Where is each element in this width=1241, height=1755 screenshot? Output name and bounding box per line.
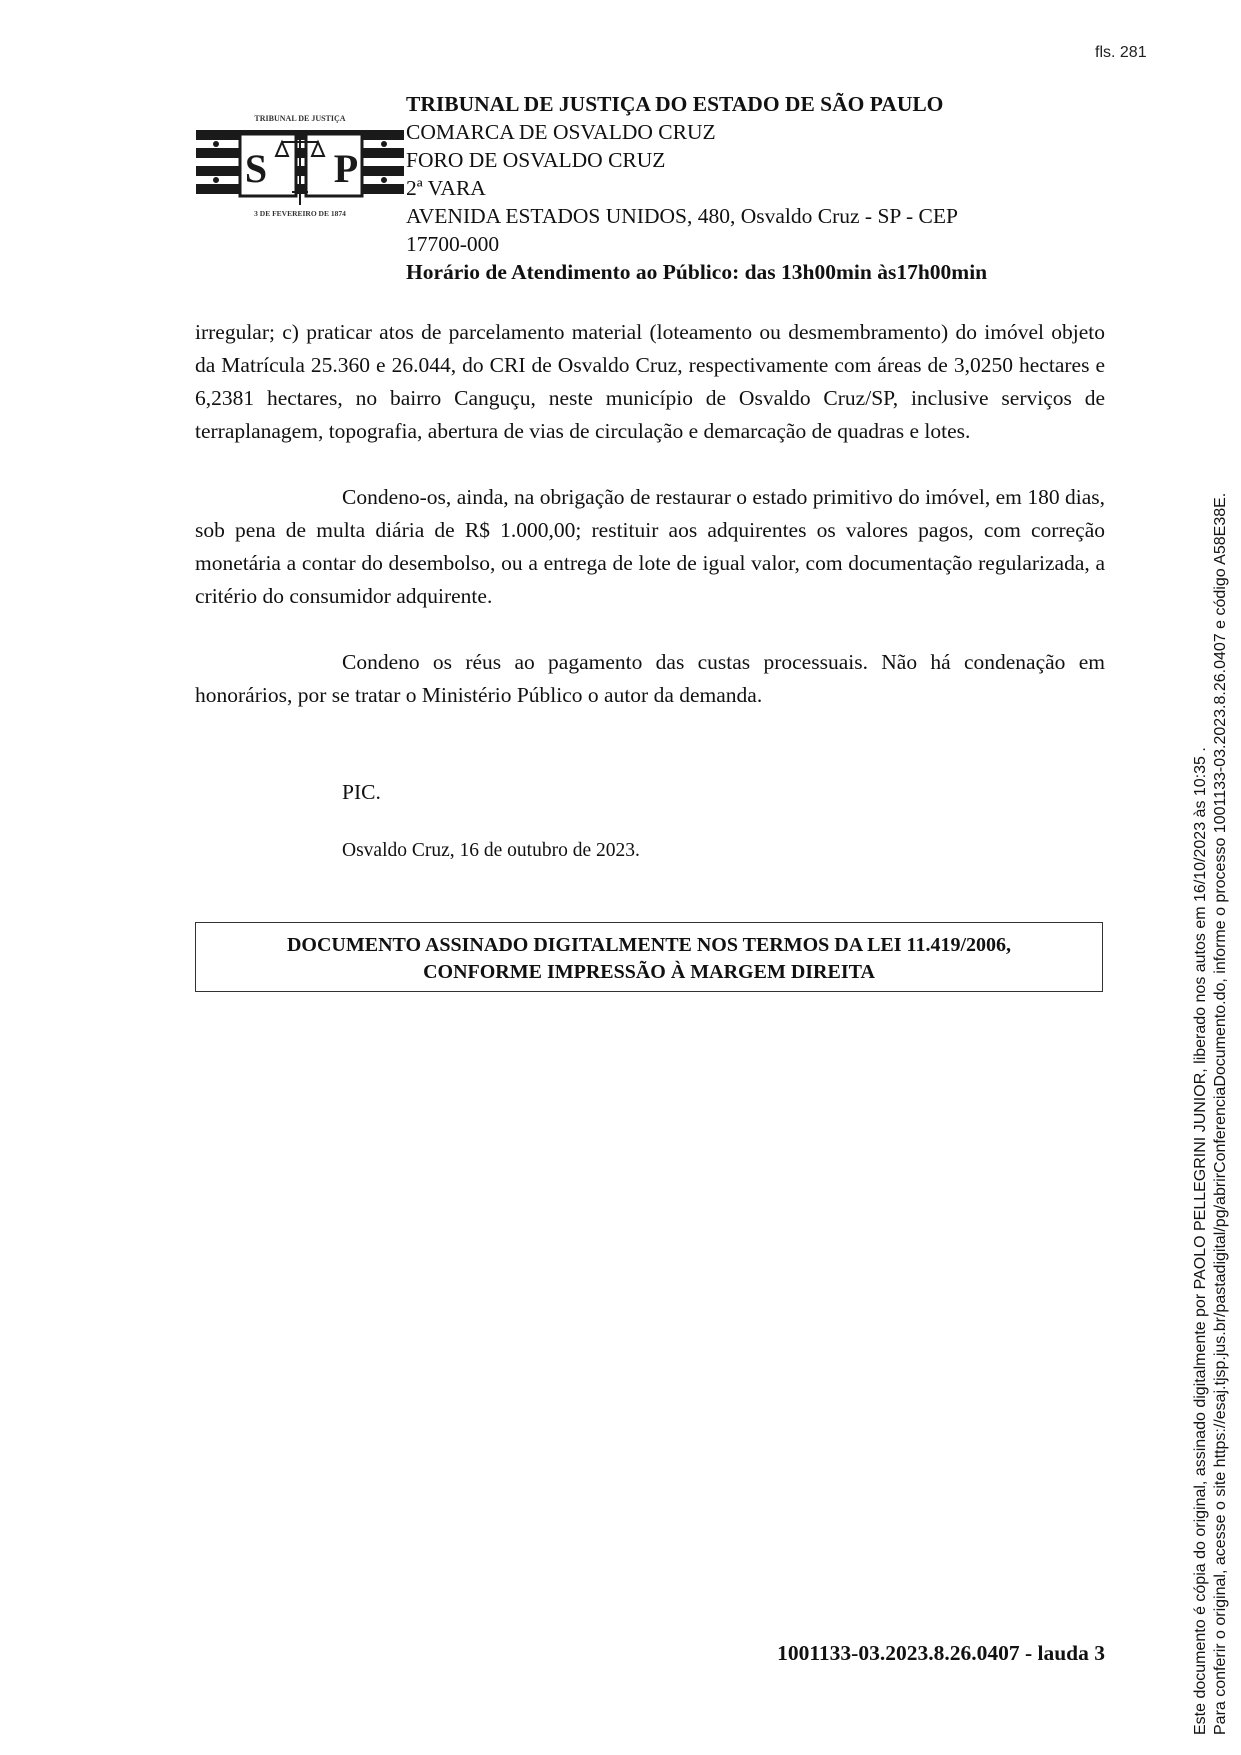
logo-letter-s: S xyxy=(244,146,268,191)
process-footer: 1001133-03.2023.8.26.0407 - lauda 3 xyxy=(777,1641,1105,1665)
paragraph-2: Condeno-os, ainda, na obrigação de restaurar o estado primitivo do imóvel, em 180 dias, sob pena de multa diária de R$ 1.000,00; restituir aos adquirentes os valores pagos, com correção monetária a contar do desembolso, ou a entrega de lote de igual valor, com documentação regularizada, a critério do consumidor adquirente. xyxy=(195,485,1105,608)
court-name: TRIBUNAL DE JUSTIÇA DO ESTADO DE SÃO PAULO xyxy=(406,92,944,116)
signature-line-1: DOCUMENTO ASSINADO DIGITALMENTE NOS TERMOS DA LEI 11.419/2006, xyxy=(286,934,1012,956)
logo-top-text: TRIBUNAL DE JUSTIÇA xyxy=(254,114,346,123)
side-note-line-2: Para conferir o original, acesse o site https://esaj.tjsp.jus.br/pastadigital/pg/abrirConferenciaDocumento.do, informe o processo 1001133-03.2023.8.26.0407 e código A58E38E. xyxy=(1212,492,1229,1735)
court-seal-logo xyxy=(196,80,404,230)
court-header xyxy=(406,90,1046,286)
logo-bottom-text: 3 DE FEVEREIRO DE 1874 xyxy=(254,209,346,218)
service-hours: Horário de Atendimento ao Público: das 13h00min às17h00min xyxy=(406,260,988,284)
logo-letter-p: P xyxy=(333,146,359,191)
paragraph-3: Condeno os réus ao pagamento das custas processuais. Não há condenação em honorários, por se tratar o Ministério Público o autor da demanda. xyxy=(195,650,1105,707)
address-line-2: 17700-000 xyxy=(406,232,500,256)
comarca: COMARCA DE OSVALDO CRUZ xyxy=(406,120,716,144)
paragraph-1: irregular; c) praticar atos de parcelamento material (loteamento ou desmembramento) do imóvel objeto da Matrícula 25.360 e 26.044, do CRI de Osvaldo Cruz, respectivamente com áreas de 3,0250 hectares e 6,2381 hectares, no bairro Canguçu, neste município de Osvaldo Cruz/SP, inclusive serviços de terraplanagem, topografia, abertura de vias de circulação e demarcação de quadras e lotes. xyxy=(195,320,1105,443)
document-body xyxy=(195,316,1105,745)
side-verification-note xyxy=(1191,275,1231,1735)
address-line-1: AVENIDA ESTADOS UNIDOS, 480, Osvaldo Cruz - SP - CEP xyxy=(406,204,958,228)
foro: FORO DE OSVALDO CRUZ xyxy=(406,148,666,172)
vara: 2ª VARA xyxy=(406,176,486,200)
page-number: fls. 281 xyxy=(1095,44,1147,61)
document-date: Osvaldo Cruz, 16 de outubro de 2023. xyxy=(342,840,640,861)
signature-line-2: CONFORME IMPRESSÃO À MARGEM DIREITA xyxy=(423,961,875,983)
side-note-line-1: Este documento é cópia do original, assinado digitalmente por PAOLO PELLEGRINI JUNIOR, liberado nos autos em 16/10/2023 às 10:35 . xyxy=(1192,747,1209,1735)
digital-signature-box xyxy=(195,922,1103,992)
pic-text: PIC. xyxy=(342,780,381,804)
